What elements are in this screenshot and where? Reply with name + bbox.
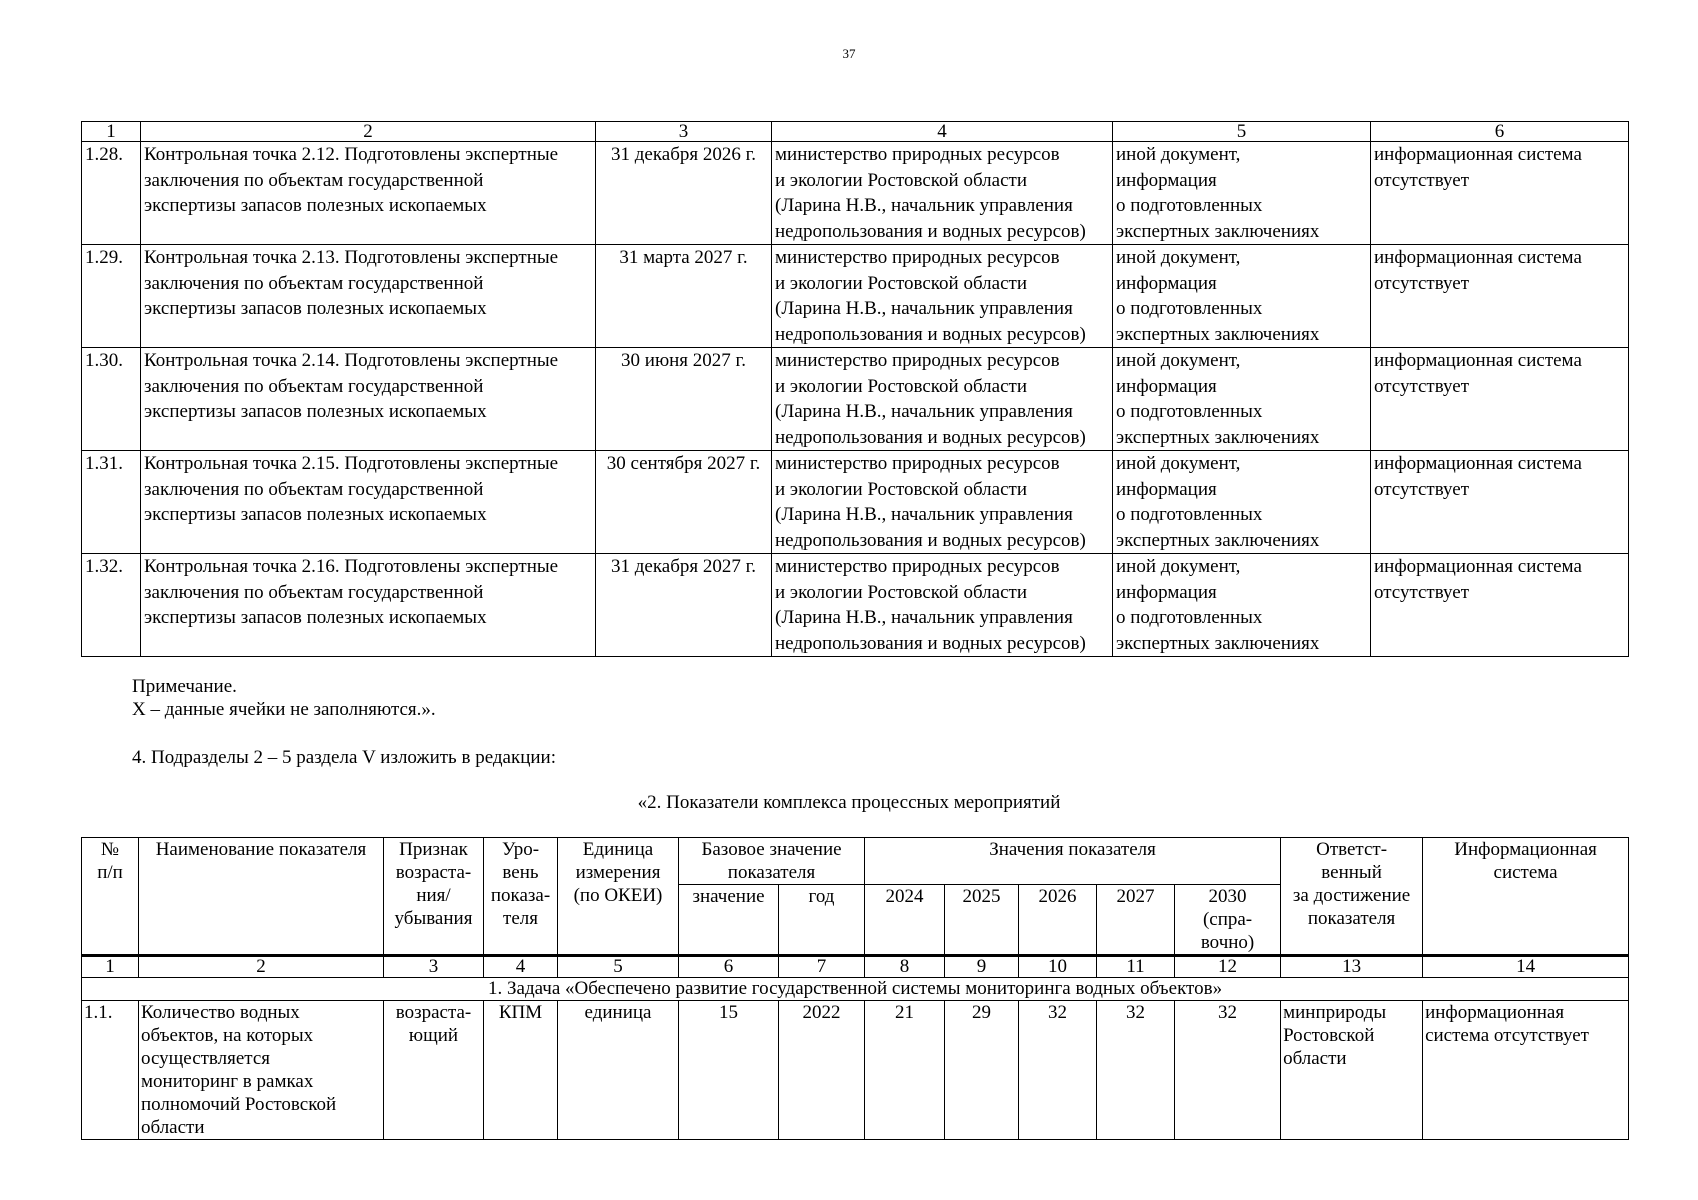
column-number: 6 <box>679 956 779 978</box>
row-description: Контрольная точка 2.12. Подготовлены экспертные заключения по объектам государственной экспертизы запасов полезных ископаемых <box>141 142 596 245</box>
column-number: 1 <box>82 956 139 978</box>
row-description: Контрольная точка 2.13. Подготовлены экспертные заключения по объектам государственной экспертизы запасов полезных ископаемых <box>141 245 596 348</box>
column-number: 10 <box>1019 956 1097 978</box>
row-responsible: министерство природных ресурсов и экологии Ростовской области (Ларина Н.В., начальник управления недропользования и водных ресурсов) <box>772 142 1113 245</box>
column-number: 12 <box>1175 956 1281 978</box>
row-document: иной документ, информация о подготовленных экспертных заключениях <box>1113 348 1371 451</box>
header-year-2024: 2024 <box>865 885 945 956</box>
row-responsible: министерство природных ресурсов и экологии Ростовской области (Ларина Н.В., начальник управления недропользования и водных ресурсов) <box>772 245 1113 348</box>
header-system: Информационная система <box>1423 838 1629 956</box>
column-number: 9 <box>945 956 1019 978</box>
row-date: 30 сентября 2027 г. <box>596 451 772 554</box>
row-info-system: информационная система отсутствует <box>1371 245 1629 348</box>
column-number: 5 <box>558 956 679 978</box>
row-responsible: министерство природных ресурсов и экологии Ростовской области (Ларина Н.В., начальник управления недропользования и водных ресурсов) <box>772 451 1113 554</box>
header-row-top <box>82 838 1629 885</box>
row-document: иной документ, информация о подготовленных экспертных заключениях <box>1113 554 1371 657</box>
header-base-year: год <box>779 885 865 956</box>
header-sign: Признак возраста- ния/ убывания <box>384 838 484 956</box>
row-value-2025: 29 <box>945 1001 1019 1140</box>
row-name: Количество водных объектов, на которых осуществляется мониторинг в рамках полномочий Ростовской области <box>139 1001 384 1140</box>
header-year-2026: 2026 <box>1019 885 1097 956</box>
note-title: Примечание. <box>132 676 237 697</box>
header-unit: Единица измерения (по ОКЕИ) <box>558 838 679 956</box>
row-num: 1.32. <box>82 554 141 657</box>
header-num: № п/п <box>82 838 139 956</box>
note-text: Х – данные ячейки не заполняются.». <box>132 699 436 720</box>
table-row <box>82 451 1629 554</box>
header-base: Базовое значение показателя <box>679 838 865 885</box>
row-date: 30 июня 2027 г. <box>596 348 772 451</box>
indicators-table <box>81 837 1629 1140</box>
table-row <box>82 554 1629 657</box>
column-number-row <box>82 956 1629 978</box>
row-info-system: информационная система отсутствует <box>1371 554 1629 657</box>
table-row <box>82 1001 1629 1140</box>
row-document: иной документ, информация о подготовленных экспертных заключениях <box>1113 245 1371 348</box>
row-level: КПМ <box>484 1001 558 1140</box>
table-row <box>82 245 1629 348</box>
row-responsible: министерство природных ресурсов и экологии Ростовской области (Ларина Н.В., начальник управления недропользования и водных ресурсов) <box>772 554 1113 657</box>
row-system: информационная система отсутствует <box>1423 1001 1629 1140</box>
header-year-2025: 2025 <box>945 885 1019 956</box>
row-base-year: 2022 <box>779 1001 865 1140</box>
column-number: 3 <box>596 122 772 142</box>
column-number: 7 <box>779 956 865 978</box>
column-number: 4 <box>484 956 558 978</box>
row-responsible: минприроды Ростовской области <box>1281 1001 1423 1140</box>
row-value-2024: 21 <box>865 1001 945 1140</box>
row-description: Контрольная точка 2.14. Подготовлены экспертные заключения по объектам государственной экспертизы запасов полезных ископаемых <box>141 348 596 451</box>
header-year-2027: 2027 <box>1097 885 1175 956</box>
column-number: 1 <box>82 122 141 142</box>
note <box>132 675 436 721</box>
row-value-2026: 32 <box>1019 1001 1097 1140</box>
row-num: 1.31. <box>82 451 141 554</box>
column-number: 8 <box>865 956 945 978</box>
column-number: 6 <box>1371 122 1629 142</box>
row-date: 31 марта 2027 г. <box>596 245 772 348</box>
task-title: 1. Задача «Обеспечено развитие государственной системы мониторинга водных объектов» <box>82 978 1629 1001</box>
header-responsible: Ответст- венный за достижение показателя <box>1281 838 1423 956</box>
row-description: Контрольная точка 2.16. Подготовлены экспертные заключения по объектам государственной экспертизы запасов полезных ископаемых <box>141 554 596 657</box>
column-number: 13 <box>1281 956 1423 978</box>
table-row <box>82 348 1629 451</box>
row-value-2030: 32 <box>1175 1001 1281 1140</box>
row-date: 31 декабря 2027 г. <box>596 554 772 657</box>
column-number: 4 <box>772 122 1113 142</box>
control-points-table <box>81 121 1629 657</box>
row-num: 1.1. <box>82 1001 139 1140</box>
row-info-system: информационная система отсутствует <box>1371 451 1629 554</box>
column-number: 14 <box>1423 956 1629 978</box>
header-name: Наименование показателя <box>139 838 384 956</box>
row-info-system: информационная система отсутствует <box>1371 142 1629 245</box>
row-unit: единица <box>558 1001 679 1140</box>
row-info-system: информационная система отсутствует <box>1371 348 1629 451</box>
column-number: 2 <box>139 956 384 978</box>
instruction-text: 4. Подразделы 2 – 5 раздела V изложить в редакции: <box>132 747 556 768</box>
row-description: Контрольная точка 2.15. Подготовлены экспертные заключения по объектам государственной экспертизы запасов полезных ископаемых <box>141 451 596 554</box>
column-number: 2 <box>141 122 596 142</box>
column-number: 11 <box>1097 956 1175 978</box>
row-value-2027: 32 <box>1097 1001 1175 1140</box>
header-level: Уро- вень показа- теля <box>484 838 558 956</box>
row-num: 1.29. <box>82 245 141 348</box>
column-number: 5 <box>1113 122 1371 142</box>
row-num: 1.30. <box>82 348 141 451</box>
header-values: Значения показателя <box>865 838 1281 885</box>
column-number: 3 <box>384 956 484 978</box>
row-sign: возраста- ющий <box>384 1001 484 1140</box>
column-number-row <box>82 122 1629 142</box>
table-row <box>82 142 1629 245</box>
row-base-value: 15 <box>679 1001 779 1140</box>
header-year-2030: 2030 (спра- вочно) <box>1175 885 1281 956</box>
row-document: иной документ, информация о подготовленных экспертных заключениях <box>1113 142 1371 245</box>
row-num: 1.28. <box>82 142 141 245</box>
section-title: «2. Показатели комплекса процессных мероприятий <box>637 792 1061 813</box>
row-responsible: министерство природных ресурсов и экологии Ростовской области (Ларина Н.В., начальник управления недропользования и водных ресурсов) <box>772 348 1113 451</box>
header-base-value: значение <box>679 885 779 956</box>
page-number: 37 <box>842 46 856 61</box>
task-row <box>82 978 1629 1001</box>
row-document: иной документ, информация о подготовленных экспертных заключениях <box>1113 451 1371 554</box>
row-date: 31 декабря 2026 г. <box>596 142 772 245</box>
